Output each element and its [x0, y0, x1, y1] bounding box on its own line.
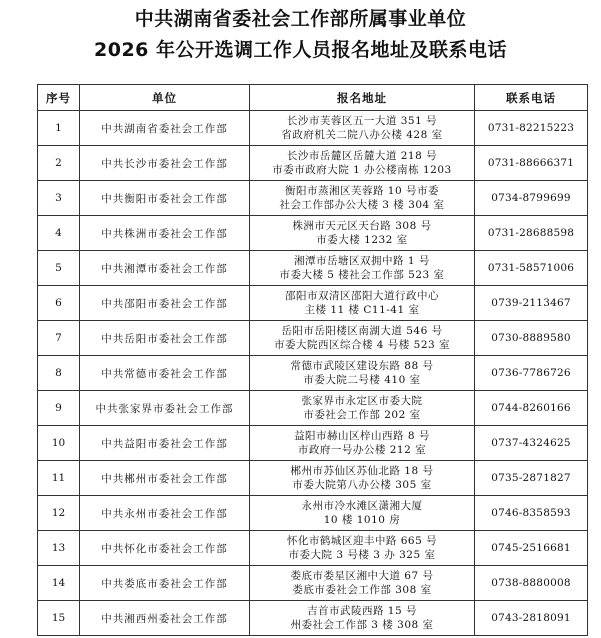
row-unit: 中共衡阳市委社会工作部 — [80, 181, 250, 216]
address-line-1: 永州市冷水滩区潇湘大厦 — [301, 500, 423, 512]
row-phone: 0738-8880008 — [475, 566, 588, 601]
row-unit: 中共湖南省委社会工作部 — [80, 111, 250, 146]
row-number: 2 — [38, 146, 80, 181]
address-line-1: 郴州市苏仙区苏仙北路 18 号 — [290, 465, 434, 477]
address-line-1: 益阳市赫山区梓山西路 8 号 — [294, 430, 430, 442]
row-phone: 0735-2871827 — [475, 461, 588, 496]
address-line-1: 娄底市娄星区湘中大道 67 号 — [290, 570, 434, 582]
address-line-1: 岳阳市岳阳楼区南湖大道 546 号 — [281, 325, 443, 337]
page-subtitle: 2026 年公开选调工作人员报名地址及联系电话 — [94, 39, 507, 61]
registration-table — [37, 84, 588, 636]
row-address — [250, 496, 475, 531]
table-row — [38, 601, 588, 636]
table-row — [38, 111, 588, 146]
address-line-2: 市委大院二号楼 410 室 — [303, 374, 421, 386]
address-line-2: 社会工作部办公大楼 3 楼 304 室 — [279, 199, 445, 211]
table-row — [38, 251, 588, 286]
row-phone: 0746-8358593 — [475, 496, 588, 531]
address-line-1: 怀化市鹤城区迎丰中路 665 号 — [286, 535, 438, 547]
header-address: 报名地址 — [250, 85, 475, 111]
address-line-2: 主楼 11 楼 C11-41 室 — [304, 304, 420, 316]
row-unit: 中共湘潭市委社会工作部 — [80, 251, 250, 286]
address-line-1: 吉首市武陵西路 15 号 — [306, 605, 418, 617]
table-row — [38, 356, 588, 391]
address-line-1: 邵阳市双清区邵阳大道行政中心 — [285, 290, 439, 302]
row-address — [250, 251, 475, 286]
table-row — [38, 566, 588, 601]
row-unit: 中共常德市委社会工作部 — [80, 356, 250, 391]
table-row — [38, 146, 588, 181]
header-unit: 单位 — [80, 85, 250, 111]
row-number: 9 — [38, 391, 80, 426]
row-phone: 0737-4324625 — [475, 426, 588, 461]
row-address — [250, 566, 475, 601]
row-address — [250, 461, 475, 496]
row-unit: 中共张家界市委社会工作部 — [80, 391, 250, 426]
address-line-2: 市政府一号办公楼 212 室 — [297, 444, 427, 456]
row-phone: 0731-58571006 — [475, 251, 588, 286]
address-line-2: 10 楼 1010 房 — [323, 514, 401, 526]
address-line-2: 市委大院第八办公楼 305 室 — [292, 479, 432, 491]
row-number: 7 — [38, 321, 80, 356]
row-phone: 0731-82215223 — [475, 111, 588, 146]
row-address — [250, 146, 475, 181]
row-number: 13 — [38, 531, 80, 566]
row-number: 6 — [38, 286, 80, 321]
row-number: 14 — [38, 566, 80, 601]
address-line-1: 张家界市永定区市委大院 — [301, 395, 423, 407]
address-line-2: 市委大楼 5 楼社会工作部 523 室 — [279, 269, 445, 281]
address-line-1: 株洲市天元区天台路 308 号 — [292, 220, 432, 232]
address-line-2: 州委社会工作部 3 楼 308 室 — [290, 619, 434, 631]
row-unit: 中共郴州市委社会工作部 — [80, 461, 250, 496]
row-unit: 中共怀化市委社会工作部 — [80, 531, 250, 566]
address-line-2: 市委社会工作部 202 室 — [303, 409, 421, 421]
table-row — [38, 286, 588, 321]
row-address — [250, 426, 475, 461]
row-address — [250, 321, 475, 356]
row-number: 10 — [38, 426, 80, 461]
table-row — [38, 426, 588, 461]
address-line-2: 市委大楼 1232 室 — [316, 234, 408, 246]
row-phone: 0736-7786726 — [475, 356, 588, 391]
table-row — [38, 461, 588, 496]
header-number: 序号 — [38, 85, 80, 111]
row-phone: 0730-8889580 — [475, 321, 588, 356]
address-line-2: 娄底市委社会工作部 308 室 — [292, 584, 432, 596]
address-line-1: 长沙市芙蓉区五一大道 351 号 — [286, 115, 438, 127]
table-body — [38, 111, 588, 636]
address-line-1: 衡阳市蒸湘区芙蓉路 10 号市委 — [284, 185, 440, 197]
row-unit: 中共长沙市委社会工作部 — [80, 146, 250, 181]
row-phone: 0731-88666371 — [475, 146, 588, 181]
table-row — [38, 531, 588, 566]
table-row — [38, 216, 588, 251]
row-phone: 0739-2113467 — [475, 286, 588, 321]
row-address — [250, 216, 475, 251]
row-number: 4 — [38, 216, 80, 251]
row-number: 12 — [38, 496, 80, 531]
row-phone: 0731-28688598 — [475, 216, 588, 251]
row-unit: 中共岳阳市委社会工作部 — [80, 321, 250, 356]
row-unit: 中共邵阳市委社会工作部 — [80, 286, 250, 321]
row-phone: 0734-8799699 — [475, 181, 588, 216]
row-unit: 中共益阳市委社会工作部 — [80, 426, 250, 461]
row-unit: 中共娄底市委社会工作部 — [80, 566, 250, 601]
row-address — [250, 531, 475, 566]
row-address — [250, 111, 475, 146]
address-line-1: 湘潭市岳塘区双拥中路 1 号 — [294, 255, 430, 267]
row-unit: 中共湘西州委社会工作部 — [80, 601, 250, 636]
address-line-2: 省政府机关二院八办公楼 428 室 — [281, 129, 443, 141]
row-number: 15 — [38, 601, 80, 636]
row-phone: 0744-8260166 — [475, 391, 588, 426]
table-row — [38, 496, 588, 531]
table-row — [38, 391, 588, 426]
address-line-1: 常德市武陵区建设东路 88 号 — [290, 360, 434, 372]
row-address — [250, 181, 475, 216]
row-address — [250, 356, 475, 391]
row-phone: 0745-2516681 — [475, 531, 588, 566]
row-number: 3 — [38, 181, 80, 216]
row-number: 11 — [38, 461, 80, 496]
row-unit: 中共株洲市委社会工作部 — [80, 216, 250, 251]
row-phone: 0743-2818091 — [475, 601, 588, 636]
row-number: 1 — [38, 111, 80, 146]
address-line-2: 市委大院西区综合楼 4 号楼 523 室 — [273, 339, 451, 351]
table-row — [38, 321, 588, 356]
row-number: 5 — [38, 251, 80, 286]
row-address — [250, 601, 475, 636]
address-line-2: 市委市政府大院 1 办公楼南栋 1203 — [272, 164, 452, 176]
row-number: 8 — [38, 356, 80, 391]
page-title: 中共湖南省委社会工作部所属事业单位 — [134, 8, 467, 30]
table-row — [38, 181, 588, 216]
row-address — [250, 286, 475, 321]
header-phone: 联系电话 — [475, 85, 588, 111]
row-address — [250, 391, 475, 426]
row-unit: 中共永州市委社会工作部 — [80, 496, 250, 531]
address-line-2: 市委大院 3 号楼 3 办 325 室 — [288, 549, 436, 561]
address-line-1: 长沙市岳麓区岳麓大道 218 号 — [286, 150, 438, 162]
table-header-row — [38, 85, 588, 111]
